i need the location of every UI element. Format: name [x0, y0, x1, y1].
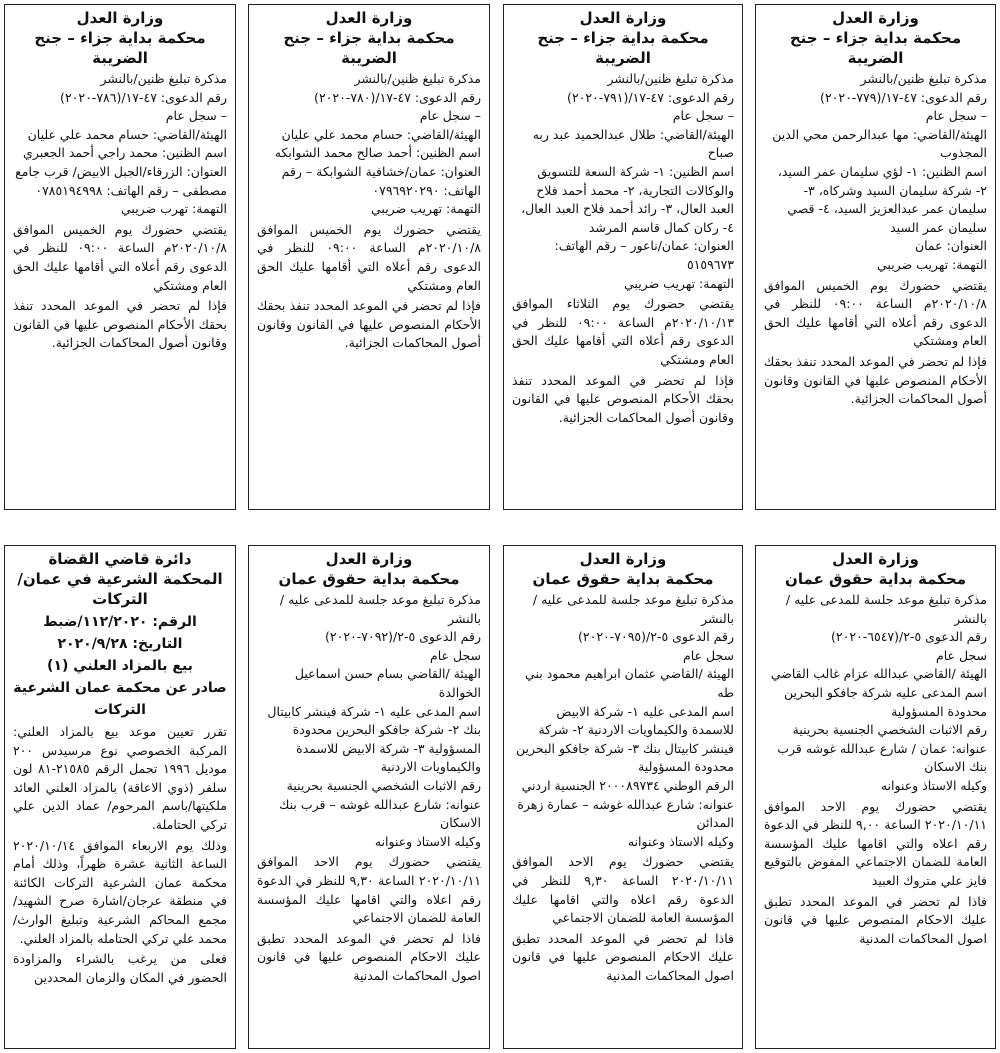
- notice-line: التهمة: تهريب ضريبي: [371, 201, 481, 217]
- court-heading: محكمة بداية جزاء – جنح الضريبة: [789, 29, 962, 67]
- notice-paragraph: فإذا لم تحضر في الموعد المحدد تنفذ بحقك الأحكام المنصوص عليها في القانون وقانون أصول المحاكمات الجزائية.: [512, 372, 734, 425]
- notice-line: رقم الاثبات الشخصي الجنسية بحرينية: [286, 777, 481, 793]
- notice-line: اسم الظنين: أحمد صالح محمد الشوابكه: [274, 145, 481, 161]
- notice-paragraph: فإذا لم تحضر في الموعد المحدد تنفذ بحقك الأحكام المنصوص عليها في القانون وقانون أصول المحاكمات الجزائية.: [13, 298, 227, 351]
- notice-line: اسم المدعى عليه شركة جافكو البحرين محدودة المسؤولية: [783, 684, 987, 719]
- notice-paragraph: فعلى من يرغب بالشراء والمزاودة الحضور في المكان والزمان المحددين: [13, 951, 227, 985]
- ministry-heading: وزارة العدل: [76, 9, 164, 27]
- court-heading: محكمة بداية حقوق عمان: [785, 570, 966, 588]
- notice-bold-line: صادر عن محكمة عمان الشرعية التركات: [13, 680, 227, 718]
- notice-paragraph: يقتضي حضورك يوم الاحد الموافق ٢٠٢٠/١٠/١١ الساعة ٩,٣٠ للنظر في الدعوة رقم اعلاه والتي اقامها عليك المؤسسة العامة للضمان الاجتماعي: [257, 854, 481, 926]
- notice-line: العنوان: عمان/ناعور – رقم الهاتف: ٥١٥٩٦٧٣: [554, 238, 734, 272]
- notice-card: [503, 545, 743, 1049]
- ministry-heading: وزارة العدل: [832, 550, 919, 568]
- notice-paragraph: فاذا لم تحضر في الموعد المحدد تطبق عليك الاحكام المنصوص عليها في قانون اصول المحاكمات المدنية: [512, 930, 734, 983]
- notice-paragraph: يقتضي حضورك يوم الخميس الموافق ٢٠٢٠/١٠/٨م الساعة ٠٩:٠٠ للنظر في الدعوى رقم أعلاه التي أقامها عليك الحق العام ومشتكي: [764, 277, 987, 349]
- notice-line: مذكرة تبليغ ظنين/بالنشر: [354, 71, 481, 86]
- notice-line: العنوان: عمان/خشافية الشوابكة – رقم الهاتف: ٠٧٩٦٩٢٠٢٩٠: [281, 163, 481, 198]
- notice-line: رقم الدعوى ٥-٢/(٧٠٩٢-٢٠٢٠): [325, 629, 481, 645]
- notice-line: مذكرة تبليغ ظنين/بالنشر: [100, 71, 227, 86]
- ministry-heading: وزارة العدل: [579, 550, 667, 568]
- notice-line: اسم الظنين: ١- لؤي سليمان عمر السيد، ٢- شركة سليمان السيد وشركاه، ٣- سليمان عمر عبدالعزيز السيد، ٤- قصي سليمان عمر السيد: [777, 163, 987, 235]
- notice-line: اسم الظنين: ١- شركة السعة للتسويق والوكالات التجارية، ٢- محمد أحمد فلاح العبد العال، ٣- رائد أحمد فلاح العبد العال، ٤- ركان كمال قاسم المرشد: [521, 163, 734, 235]
- notice-card: [248, 4, 490, 510]
- notice-line: مذكرة تبليغ موعد جلسة للمدعى عليه /بالنشر: [532, 592, 734, 626]
- ministry-heading: دائرة قاضي القضاة: [48, 550, 192, 568]
- court-heading: المحكمة الشرعية في عمان/ التركات: [17, 570, 223, 608]
- notice-line: الهيئة/القاضي: طلال عبدالحميد عبد ربه صباح: [532, 126, 734, 161]
- notice-paragraph: فإذا لم تحضر في الموعد المحدد تنفذ بحقك الأحكام المنصوص عليها في القانون وقانون أصول المحاكمات الجزائية.: [764, 353, 987, 407]
- court-heading: محكمة بداية حقوق عمان: [532, 570, 714, 588]
- notice-line: رقم الدعوى: ٤٧-١٧/(٧٨٠-٢٠٢٠): [314, 89, 481, 105]
- notice-bold-line: بيع بالمزاد العلني (١): [47, 658, 193, 674]
- notice-line: وكيله الاستاذ وعنوانه: [627, 833, 734, 849]
- notice-line: رقم الدعوى: ٤٧-١٧/(٧٩١-٢٠٢٠): [567, 89, 734, 105]
- notice-line: مذكرة تبليغ ظنين/بالنشر: [607, 71, 734, 86]
- notice-bold-line: التاريخ: ٢٠٢٠/٩/٢٨: [57, 636, 183, 652]
- notice-line: سجل عام: [430, 647, 481, 663]
- notice-line: الرقم الوطني ٢٠٠٠٨٩٧٣٤ الجنسية اردني: [521, 777, 734, 793]
- notice-line: – سجل عام: [672, 108, 734, 124]
- notice-line: العنوان: الزرقاء/الجبل الابيض/ قرب جامع مصطفى – رقم الهاتف: ٠٧٨٥١٩٤٩٩٨: [15, 163, 227, 198]
- notice-line: وكيله الاستاذ وعنوانه: [374, 833, 481, 849]
- notice-paragraph: فإذا لم تحضر في الموعد المحدد تنفذ بحقك الأحكام المنصوص عليها في القانون وقانون أصول المحاكمات الجزائية.: [257, 298, 481, 351]
- court-heading: محكمة بداية جزاء – جنح الضريبة: [283, 29, 455, 67]
- notice-line: رقم الدعوى ٥-٢/(٧٠٩٥-٢٠٢٠): [578, 629, 734, 645]
- notice-paragraph: يقتضي حضورك يوم الثلاثاء الموافق ٢٠٢٠/١٠/١٣م الساعة ٠٩:٠٠ للنظر في الدعوى رقم أعلاه التي أقامها عليك الحق العام ومشتكي: [512, 296, 734, 367]
- notice-paragraph: يقتضي حضورك يوم الخميس الموافق ٢٠٢٠/١٠/٨م الساعة ٠٩:٠٠ للنظر في الدعوى رقم أعلاه التي أقامها عليك الحق العام ومشتكي: [13, 221, 227, 293]
- notice-line: التهمة: تهريب ضريبي: [877, 256, 987, 272]
- notice-line: سجل عام: [683, 647, 734, 663]
- court-heading: محكمة بداية جزاء – جنح الضريبة: [537, 29, 709, 67]
- notice-card: [4, 545, 236, 1049]
- ministry-heading: وزارة العدل: [579, 9, 667, 27]
- notice-card: [248, 545, 490, 1049]
- notice-card: [503, 4, 743, 510]
- ministry-heading: وزارة العدل: [832, 9, 919, 27]
- notice-line: مذكرة تبليغ ظنين/بالنشر: [860, 71, 987, 86]
- notice-line: التهمة: تهرب ضريبي: [121, 201, 227, 217]
- notice-line: عنوانه: شارع عبدالله غوشه – عمارة زهرة المدائن: [517, 796, 734, 831]
- notice-line: الهيئة/القاضي: مها عبدالرحمن محي الدين المجذوب: [772, 126, 987, 161]
- court-heading: محكمة بداية حقوق عمان: [278, 570, 460, 588]
- notice-line: التهمة: تهريب ضريبي: [624, 275, 734, 291]
- notice-line: الهيئة/القاضي: حسام محمد علي عليان: [281, 126, 481, 142]
- notice-line: – سجل عام: [925, 108, 987, 124]
- notice-line: الهيئة /القاضي عبدالله عزام غالب القاضي: [770, 666, 987, 682]
- notice-card: [755, 4, 996, 510]
- ministry-heading: وزارة العدل: [325, 550, 413, 568]
- notice-line: رقم الدعوى ٥-٢/(٦٥٤٧-٢٠٢٠): [831, 629, 987, 645]
- notice-line: رقم الدعوى: ٤٧-١٧/(٧٧٩-٢٠٢٠): [820, 89, 987, 105]
- notice-paragraph: يقتضي حضورك يوم الاحد الموافق ٢٠٢٠/١٠/١١ الساعة ٩,٣٠ للنظر في الدعوة رقم اعلاه والتي اقامها عليك المؤسسة العامة للضمان الاجتماعي: [512, 854, 734, 926]
- notice-line: الهيئة /القاضي بسام حسن اسماعيل الخوالدة: [294, 666, 481, 700]
- notice-paragraph: يقتضي حضورك يوم الاحد الموافق ٢٠٢٠/١٠/١١ الساعة ٩,٠٠ للنظر في الدعوة رقم اعلاه والتي اقامها عليك المؤسسة العامة للضمان الاجتماعي المفوض بالتوقيع فايز علي متروك العبيد: [764, 798, 987, 888]
- notice-line: مذكرة تبليغ موعد جلسة للمدعى عليه /بالنشر: [785, 592, 987, 626]
- notice-line: وكيله الاستاذ وعنوانه: [880, 777, 987, 793]
- notice-line: سجل عام: [936, 647, 987, 663]
- notice-paragraph: وذلك يوم الاربعاء الموافق ٢٠٢٠/١٠/١٤ الساعة الثانية عشرة ظهراً، وذلك أمام محكمة عمان الشرعية التركات الكائنة في منطقة عرجان/اشارة صرح الشهيد/مجمع المحاكم الشرعية وتبليغ الوارث/محمد علي تركي الحتامله بالمزاد العلني.: [13, 837, 227, 946]
- notice-card: [4, 4, 236, 510]
- notice-bold-line: الرقم: ١١٢/٢٠٢٠/ضبط: [43, 614, 197, 630]
- notice-line: الهيئة /القاضي عثمان ابراهيم محمود بني طه: [525, 666, 734, 700]
- notice-line: رقم الدعوى: ٤٧-١٧/(٧٨٦-٢٠٢٠): [60, 89, 227, 105]
- notice-line: رقم الاثبات الشخصي الجنسية بحرينية: [792, 722, 987, 738]
- notice-line: عنوانه: عمان / شارع عبدالله غوشه قرب بنك الاسكان: [777, 740, 987, 775]
- notice-line: مذكرة تبليغ موعد جلسة للمدعى عليه /بالنشر: [279, 592, 481, 626]
- ministry-heading: وزارة العدل: [325, 9, 413, 27]
- court-heading: محكمة بداية جزاء – جنح الضريبة: [34, 29, 206, 67]
- notice-line: عنوانه: شارع عبدالله غوشه – قرب بنك الاسكان: [279, 796, 481, 831]
- notice-line: الهيئة/القاضي: حسام محمد علي عليان: [27, 126, 227, 142]
- notice-paragraph: فاذا لم تحضر في الموعد المحدد تطبق عليك الاحكام المنصوص عليها في قانون اصول المحاكمات المدنية: [257, 930, 481, 983]
- notice-card: [755, 545, 996, 1049]
- notice-line: – سجل عام: [165, 108, 227, 124]
- notice-paragraph: فاذا لم تحضر في الموعد المحدد تطبق عليك الاحكام المنصوص عليها في قانون اصول المحاكمات المدنية: [764, 893, 987, 946]
- notice-line: اسم المدعى عليه ١- شركة فينشر كابيتال بنك ٢- شركة جافكو البحرين محدودة المسؤولية ٣- شركة الابيض للاسمدة والكيماويات الاردنية: [267, 703, 481, 775]
- notice-line: العنوان: عمان: [914, 238, 987, 254]
- notice-line: اسم المدعى عليه ١- شركة الابيض للاسمدة والكيماويات الاردنية ٢- شركة فينشر كابيتال بنك ٣- شركة جافكو البحرين محدودة المسؤولية: [515, 703, 734, 775]
- notice-line: – سجل عام: [419, 108, 481, 124]
- notice-paragraph: يقتضي حضورك يوم الخميس الموافق ٢٠٢٠/١٠/٨م الساعة ٠٩:٠٠ للنظر في الدعوى رقم أعلاه التي أقامها عليك الحق العام ومشتكي: [257, 221, 481, 293]
- notice-line: اسم الظنين: محمد راجي أحمد الجعبري: [23, 145, 227, 161]
- notice-paragraph: تقرر تعيين موعد بيع بالمزاد العلني: المركبة الخصوصي نوع مرسيدس ٢٠٠ موديل ١٩٩٦ تحمل الرقم ٢١٥٨٥-٨١ لون سلفر (ذوي الاعاقة) بالمزاد العلني العائد ملكيتها/باسم المرحوم/ عماد الدين علي تركي الحتاملة.: [13, 724, 228, 832]
